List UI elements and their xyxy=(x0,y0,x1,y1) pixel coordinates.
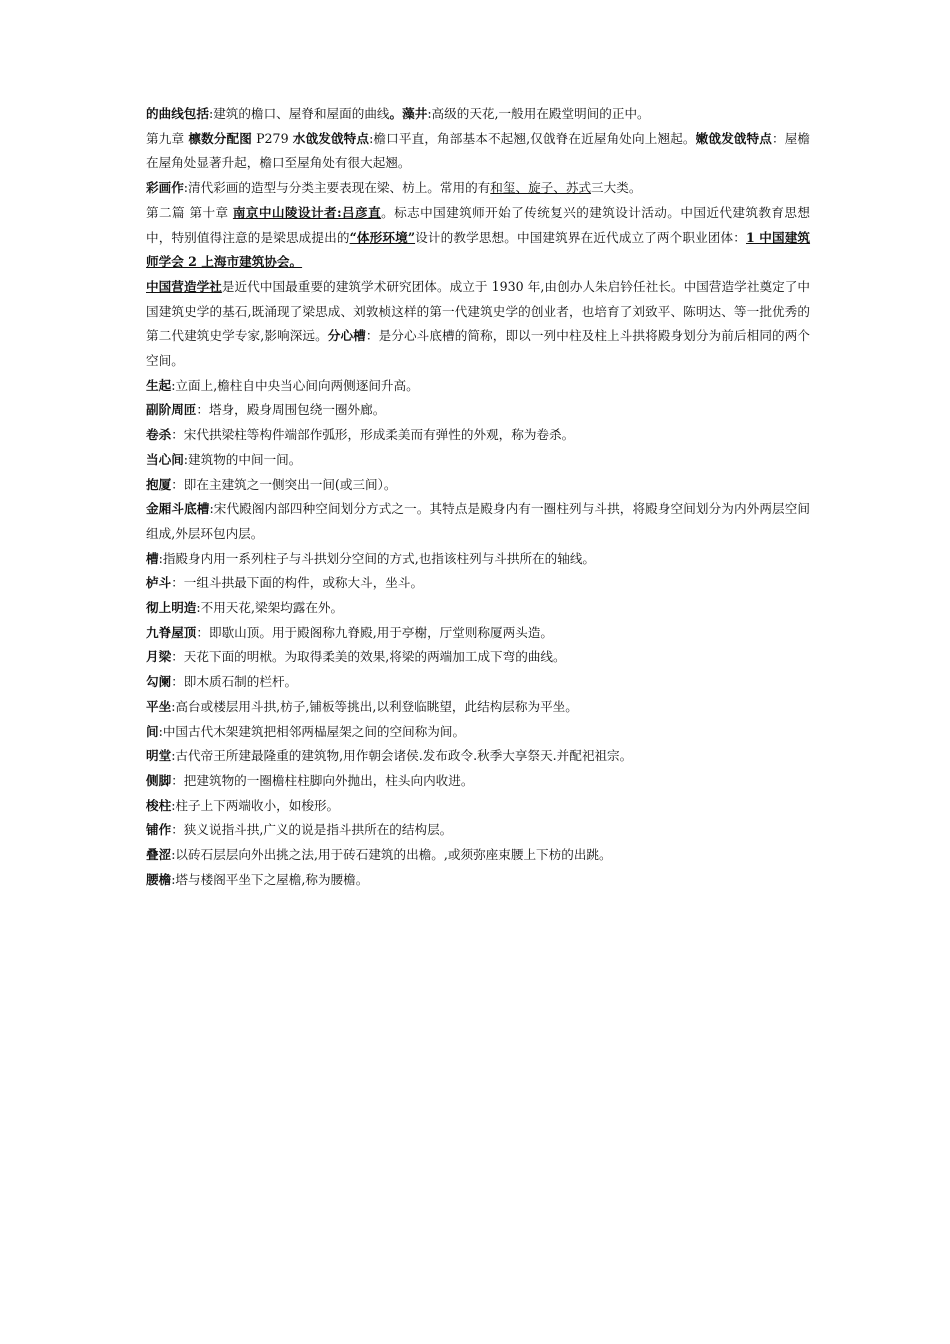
underlined-sun-yatsen-mausoleum: 南京中山陵设计者:吕彦直 xyxy=(232,204,382,220)
term: 抱厦 xyxy=(146,476,172,492)
body-text: 设计的教学思想。中国建筑界在近代成立了两个职业团体： xyxy=(415,229,746,245)
definition-jiujiwuding xyxy=(146,621,810,646)
term: 间 xyxy=(146,723,159,739)
term: 九脊屋顶 xyxy=(146,624,197,640)
definition-jian xyxy=(146,720,810,745)
definition-cheshangmingzao xyxy=(146,596,810,621)
definition-text: :不用天花,梁架均露在外。 xyxy=(196,600,344,616)
definition-cejiao xyxy=(146,769,810,794)
definition-text: :指殿身内用一系列柱子与斗拱划分空间的方式,也指该柱列与斗拱所在的轴线。 xyxy=(158,550,596,566)
chapter-label: 第二篇 第十章 xyxy=(146,204,233,220)
definition-text: :柱子上下两端收小，如梭形。 xyxy=(171,797,340,813)
definition-text: :建筑的檐口、屋脊和屋面的曲线 xyxy=(208,106,390,121)
term: 生起 xyxy=(146,377,172,393)
term: 叠涩 xyxy=(146,847,172,863)
term: 卷杀 xyxy=(146,427,172,443)
term-caihuazuo: 彩画作 xyxy=(146,180,184,196)
term-zaojing: 。藻井 xyxy=(389,106,428,121)
term: 勾阑 xyxy=(146,674,172,690)
chapter-label: 第九章 xyxy=(146,130,189,146)
definition-text: ：狭义说指斗拱,广义的说是指斗拱所在的结构层。 xyxy=(171,822,453,838)
term: 当心间 xyxy=(146,451,184,467)
definition-text: ：把建筑物的一圈檐柱柱脚向外抛出，柱头向内收进。 xyxy=(171,772,474,788)
term-purlin-diagram: 檩数分配图 xyxy=(188,130,252,146)
definition-fujiezhouza xyxy=(146,398,810,423)
term-curves: 的曲线包括 xyxy=(146,106,209,121)
definition-text: ：宋代拱梁柱等构件端部作弧形，形成柔美而有弹性的外观，称为卷杀。 xyxy=(171,427,575,443)
definition-text: ：一组斗拱最下面的构件，或称大斗，坐斗。 xyxy=(171,575,424,591)
definition-yueliang xyxy=(146,645,810,670)
definition-text: ：即在主建筑之一侧突出一间(或三间）。 xyxy=(171,476,397,492)
definition-text: :宋代殿阁内部四种空间划分方式之一。其特点是殿身内有一圈柱列与斗拱，将殿身空间划分为内外两层空间组成,外层环包内层。 xyxy=(146,501,810,541)
document-page xyxy=(146,102,810,893)
term: 槽 xyxy=(146,550,159,566)
definition-juansha xyxy=(146,423,810,448)
definition-text: ：天花下面的明栿。为取得柔美的效果,将梁的两端加工成下弯的曲线。 xyxy=(171,649,566,665)
definition-text: ：即歇山顶。用于殿阁称九脊殿,用于亭榭，厅堂则称厦两头造。 xyxy=(196,624,554,640)
definition-text: :檐口平直，角部基本不起翘,仅戗脊在近屋角处向上翘起。 xyxy=(369,130,696,146)
term-fenxincao: 分心槽 xyxy=(327,328,366,344)
definition-text: :清代彩画的造型与分类主要表现在梁、枋上。常用的有 xyxy=(183,180,491,196)
paragraph-curves-zaojing xyxy=(146,102,810,127)
definition-shengqi xyxy=(146,374,810,399)
definition-yaoyan xyxy=(146,868,810,893)
definition-ludou xyxy=(146,571,810,596)
term: 明堂 xyxy=(146,748,172,764)
definition-pingzuo xyxy=(146,695,810,720)
definition-text: ：是分心斗底槽的简称，即以一列中柱及柱上斗拱将殿身划分为前后相同的两个空间。 xyxy=(146,328,810,369)
definition-text: :中国古代木架建筑把相邻两榀屋架之间的空间称为间。 xyxy=(158,723,466,739)
definition-jinxiangdoudicao xyxy=(146,497,810,546)
paragraph-chapter-nine xyxy=(146,127,810,176)
underlined-professional-societies: 1 中国建筑师学会 2 上海市建筑协会。 xyxy=(146,229,811,270)
term: 平坐 xyxy=(146,698,172,714)
definition-text: ：塔身，殿身周围包绕一圈外廊。 xyxy=(196,402,386,418)
term: 侧脚 xyxy=(146,772,172,788)
definition-baosha xyxy=(146,473,810,498)
definition-diese xyxy=(146,843,810,868)
term: 金厢斗底槽 xyxy=(146,501,210,517)
term: 铺作 xyxy=(146,822,172,838)
definition-text: :高台或楼层用斗拱,枋子,铺板等挑出,以利登临眺望，此结构层称为平坐。 xyxy=(171,698,578,714)
underlined-painting-types: 和玺、旋子、苏式 xyxy=(490,180,592,196)
definition-text: :古代帝王所建最隆重的建筑物,用作朝会诸侯.发布政令.秋季大享祭天.并配祀祖宗。 xyxy=(171,748,633,764)
term-nenqiang: 嫩戗发戗特点 xyxy=(695,130,772,146)
definition-suozhu xyxy=(146,794,810,819)
underlined-yingzao-society: 中国营造学社 xyxy=(146,278,222,294)
definition-text: :立面上,檐柱自中央当心间向两侧逐间升高。 xyxy=(171,377,419,393)
definition-text: ：屋檐在屋角处显著升起，檐口至屋角处有很大起翘。 xyxy=(146,130,811,171)
definition-dangxinjian xyxy=(146,448,810,473)
term: 栌斗 xyxy=(146,575,172,591)
term: 腰檐 xyxy=(146,871,172,887)
definition-text: :以砖石层层向外出挑之法,用于砖石建筑的出檐。,或须弥座束腰上下枋的出跳。 xyxy=(171,847,612,863)
term: 梭柱 xyxy=(146,797,172,813)
body-text: 。标志中国建筑师开始了传统复兴的建筑设计活动。中国近代建筑教育思想中，特别值得注意的是梁思成提出的 xyxy=(146,204,811,245)
definition-cao xyxy=(146,547,810,572)
definition-text: :塔与楼阁平坐下之屋檐,称为腰檐。 xyxy=(171,871,369,887)
definition-text: :高级的天花,一般用在殿堂明间的正中。 xyxy=(427,106,650,121)
term-shuiqiang: 水戗发戗特点 xyxy=(292,130,370,146)
paragraph-caihuazuo xyxy=(146,176,810,201)
definition-text: :建筑物的中间一间。 xyxy=(183,451,302,467)
body-text: 是近代中国最重要的建筑学术研究团体。成立于 1930 年,由创办人朱启钤任社长。中国营造学社奠定了中国建筑史学的基石,既涌现了梁思成、刘敦桢这样的第一代建筑史学的创业者，也培育了刘致平、陈明达、等一批优秀的第二代建筑史学专家,影响深远。 xyxy=(146,278,811,344)
term: 彻上明造 xyxy=(146,600,197,616)
page-reference: P279 xyxy=(251,130,293,146)
definition-text: 三大类。 xyxy=(591,180,642,196)
term: 月梁 xyxy=(146,649,172,665)
definition-goulan xyxy=(146,670,810,695)
definition-mingtang xyxy=(146,744,810,769)
paragraph-part-two-chapter-ten xyxy=(146,201,810,275)
definition-puzuo xyxy=(146,818,810,843)
definition-text: ：即木质石制的栏杆。 xyxy=(171,674,298,690)
paragraph-yingzao-society xyxy=(146,275,810,374)
underlined-body-environment: “体形环境” xyxy=(349,229,416,245)
term: 副阶周匝 xyxy=(146,402,197,418)
